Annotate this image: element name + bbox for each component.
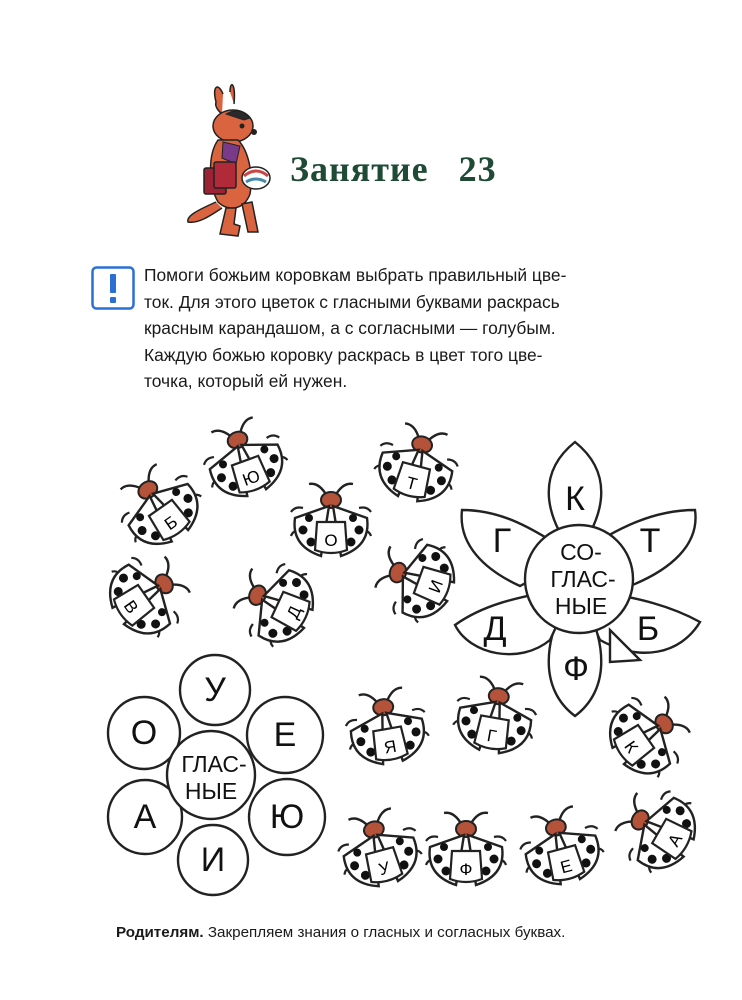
task-line: красным карандашом, а с согласными — голубым. bbox=[144, 318, 556, 338]
center-label-line: ГЛАС- bbox=[550, 566, 616, 592]
ladybug bbox=[106, 454, 213, 559]
ladybug-letter: Ю bbox=[240, 466, 263, 490]
ladybug-letter: И bbox=[425, 577, 448, 596]
exclamation-icon bbox=[91, 266, 135, 310]
petal-letter: Б bbox=[636, 610, 660, 648]
petal-letter: И bbox=[200, 841, 226, 879]
ladybug-letter: К bbox=[620, 737, 642, 757]
ladybug-letter: В bbox=[119, 596, 142, 618]
petal-letter: К bbox=[565, 480, 585, 518]
parents-note-text: Закрепляем знания о гласных и согласных буквах. bbox=[203, 924, 566, 941]
ladybug bbox=[95, 542, 200, 649]
task-line: ток. Для этого цветок с гласными буквами раскрась bbox=[144, 291, 560, 312]
ladybug bbox=[595, 682, 700, 789]
ladybug bbox=[226, 552, 325, 655]
ladybug bbox=[369, 529, 464, 629]
petal-letter: Е bbox=[273, 716, 297, 754]
task-line: Помоги божьим коровкам выбрать правильный цве- bbox=[144, 265, 567, 285]
ladybug-letter: Ф bbox=[459, 860, 473, 879]
ladybug bbox=[426, 813, 506, 885]
petal-letter: Т bbox=[639, 522, 661, 560]
ladybug-letter: А bbox=[664, 830, 687, 850]
ladybug-letter: Д bbox=[283, 603, 306, 622]
ladybug bbox=[513, 801, 609, 891]
petal-letter: Ф bbox=[563, 650, 589, 688]
task-line: Каждую божью коровку раскрась в цвет того цве- bbox=[144, 344, 543, 365]
ladybug-letter: Т bbox=[404, 473, 420, 495]
vowels-center-label bbox=[181, 751, 246, 804]
ladybug bbox=[341, 684, 432, 769]
ladybug-letter: Е bbox=[558, 856, 575, 878]
task-line: точка, который ей нужен. bbox=[144, 371, 348, 391]
ladybug-letter: У bbox=[376, 858, 393, 880]
parents-note bbox=[116, 924, 565, 941]
petal-letter: Д bbox=[483, 610, 507, 648]
ladybug bbox=[369, 418, 465, 508]
ladybug-letter: О bbox=[324, 531, 338, 550]
center-label-line: СО- bbox=[560, 539, 602, 565]
ladybug bbox=[194, 411, 294, 506]
center-label-line: ГЛАС- bbox=[181, 751, 247, 777]
petal-letter: У bbox=[204, 671, 226, 709]
lesson-title: Занятие 23 bbox=[290, 149, 497, 189]
center-label-line: НЫЕ bbox=[554, 593, 608, 619]
petal-letter: Ю bbox=[269, 798, 305, 836]
ladybug-letter: Я bbox=[382, 736, 398, 758]
coloring-activity bbox=[0, 395, 742, 910]
ladybug bbox=[450, 673, 541, 758]
ladybug bbox=[291, 484, 371, 556]
ladybug-letter: Б bbox=[161, 512, 182, 535]
center-label-line: НЫЕ bbox=[184, 778, 238, 804]
ladybug bbox=[331, 803, 427, 893]
petal-letter: О bbox=[130, 714, 158, 752]
ladybug bbox=[606, 777, 709, 882]
parents-note-label: Родителям. bbox=[116, 924, 204, 941]
task-instructions bbox=[144, 262, 710, 395]
petal-letter: А bbox=[133, 798, 157, 836]
kangaroo-illustration bbox=[178, 84, 278, 244]
petal-letter: Г bbox=[492, 522, 512, 560]
ladybug-letter: Г bbox=[485, 725, 498, 747]
